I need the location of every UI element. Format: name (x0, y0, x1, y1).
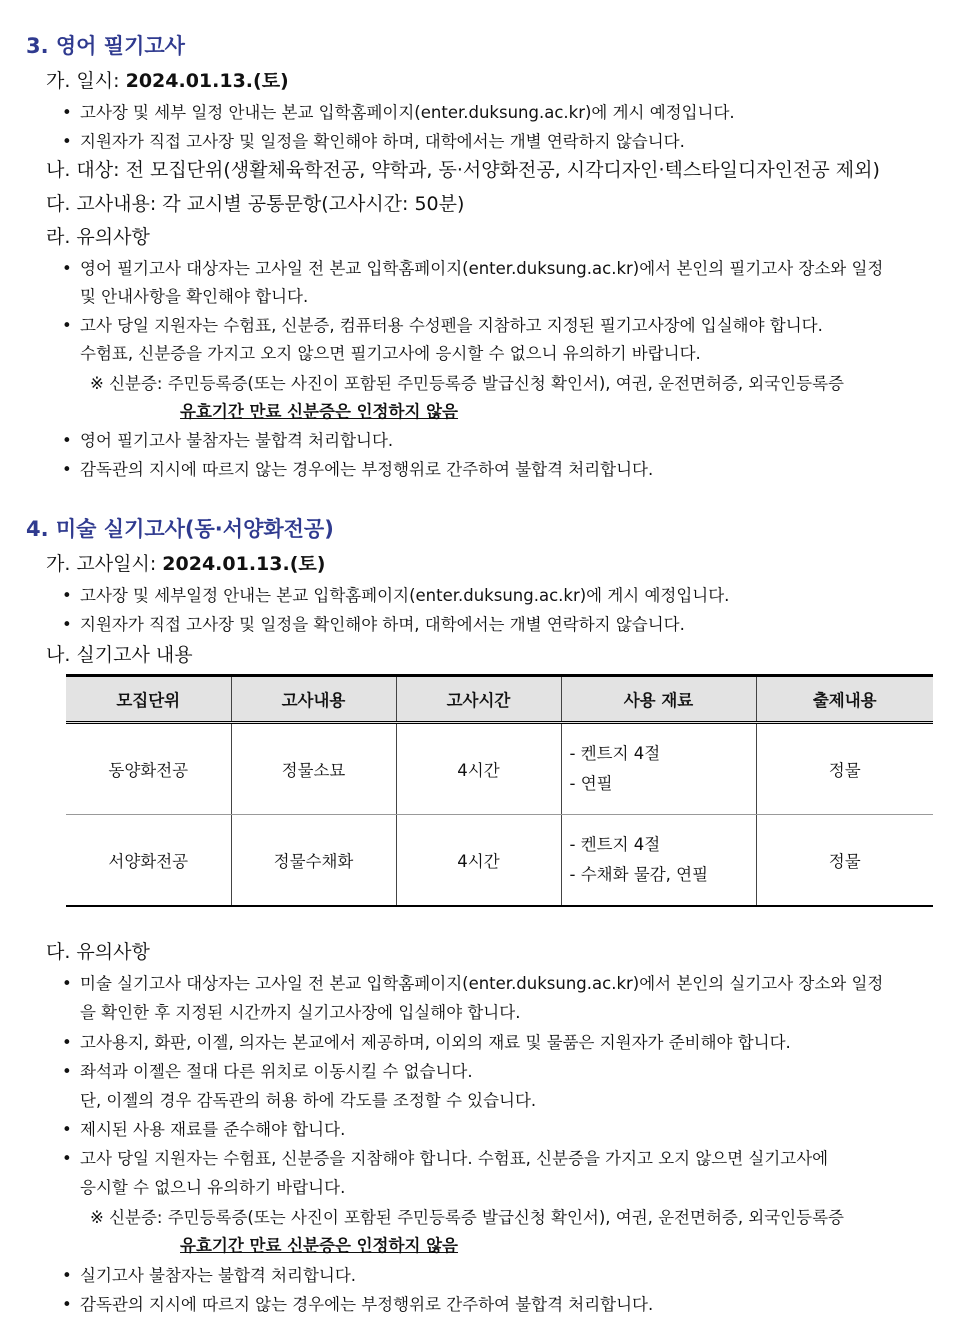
s4-notes-heading: 다. 유의사항 (46, 941, 150, 963)
list-item-text: 고사장 및 세부일정 안내는 본교 입학홈페이지(enter.duksung.ac.kr)에 게시 예정입니다. (80, 586, 730, 605)
table-header-row (66, 676, 933, 723)
s3-content-line: 다. 고사내용: 각 교시별 공통문항(고사시간: 50분) (46, 193, 465, 215)
list-item: • 고사장 및 세부일정 안내는 본교 입학홈페이지(enter.duksung.ac.kr)에 게시 예정입니다. (62, 586, 730, 605)
s4-exam-content-heading: 나. 실기고사 내용 (46, 644, 193, 666)
material-item: - 켄트지 4절 (569, 835, 661, 854)
list-item-text: 감독관의 지시에 따르지 않는 경우에는 부정행위로 간주하여 불합격 처리합니다. (80, 460, 654, 479)
unit-cell: 서양화전공 (66, 815, 231, 907)
s4-date-label: 가. 고사일시: (46, 553, 163, 575)
content-cell: 정물수채화 (231, 815, 396, 907)
s3-date-label: 가. 일시: (46, 70, 126, 92)
list-item: • 제시된 사용 재료를 준수해야 합니다. (62, 1120, 346, 1139)
list-item: • 좌석과 이젤은 절대 다른 위치로 이동시킬 수 없습니다. (62, 1062, 473, 1081)
list-item-text: 고사용지, 화판, 이젤, 의자는 본교에서 제공하며, 이외의 재료 및 물품은 지원자가 준비해야 합니다. (80, 1033, 791, 1052)
list-item: • 지원자가 직접 고사장 및 일정을 확인해야 하며, 대학에서는 개별 연락하지 않습니다. (62, 615, 685, 634)
list-item-text: 제시된 사용 재료를 준수해야 합니다. (80, 1120, 346, 1139)
table-header-cell: 고사내용 (231, 676, 396, 723)
s3-target-line: 나. 대상: 전 모집단위(생활체육학전공, 약학과, 동·서양화전공, 시각디자인·텍스타일디자인전공 제외) (46, 159, 880, 181)
list-item-text: 고사장 및 세부 일정 안내는 본교 입학홈페이지(enter.duksung.ac.kr)에 게시 예정입니다. (80, 103, 735, 122)
table-row (66, 815, 933, 907)
list-item-text: 고사 당일 지원자는 수험표, 신분증을 지참해야 합니다. 수험표, 신분증을 가지고 오지 않으면 실기고사에 (80, 1149, 829, 1168)
list-item: • 지원자가 직접 고사장 및 일정을 확인해야 하며, 대학에서는 개별 연락하지 않습니다. (62, 132, 685, 151)
list-item: • 감독관의 지시에 따르지 않는 경우에는 부정행위로 간주하여 불합격 처리합니다. (62, 460, 654, 479)
list-item-text: 감독관의 지시에 따르지 않는 경우에는 부정행위로 간주하여 불합격 처리합니다. (80, 1295, 654, 1314)
topic-cell: 정물 (756, 723, 933, 815)
id-card-note: ※ 신분증: 주민등록증(또는 사진이 포함된 주민등록증 발급신청 확인서), 여권, 운전면허증, 외국인등록증 (90, 1208, 844, 1227)
list-item: • 고사 당일 지원자는 수험표, 신분증을 지참해야 합니다. 수험표, 신분증을 가지고 오지 않으면 실기고사에 (62, 1149, 829, 1168)
list-item-continuation: 및 안내사항을 확인해야 합니다. (80, 287, 309, 306)
content-cell: 정물소묘 (231, 723, 396, 815)
list-item: • 고사용지, 화판, 이젤, 의자는 본교에서 제공하며, 이외의 재료 및 물품은 지원자가 준비해야 합니다. (62, 1033, 791, 1052)
list-item: • 고사 당일 지원자는 수험표, 신분증, 컴퓨터용 수성펜을 지참하고 지정된 필기고사장에 입실해야 합니다. (62, 316, 823, 335)
table-header-cell: 사용 재료 (561, 676, 756, 723)
list-item-text: 좌석과 이젤은 절대 다른 위치로 이동시킬 수 없습니다. (80, 1062, 473, 1081)
list-item-continuation: 수험표, 신분증을 가지고 오지 않으면 필기고사에 응시할 수 없으니 유의하기 바랍니다. (80, 344, 701, 363)
list-item: • 미술 실기고사 대상자는 고사일 전 본교 입학홈페이지(enter.duksung.ac.kr)에서 본인의 실기고사 장소와 일정 (62, 974, 884, 993)
list-item-text: 영어 필기고사 대상자는 고사일 전 본교 입학홈페이지(enter.duksung.ac.kr)에서 본인의 필기고사 장소와 일정 (80, 259, 884, 278)
topic-cell: 정물 (756, 815, 933, 907)
list-item-text: 지원자가 직접 고사장 및 일정을 확인해야 하며, 대학에서는 개별 연락하지 않습니다. (80, 132, 685, 151)
time-cell: 4시간 (396, 723, 561, 815)
time-cell: 4시간 (396, 815, 561, 907)
materials-cell (561, 815, 756, 907)
id-card-note: ※ 신분증: 주민등록증(또는 사진이 포함된 주민등록증 발급신청 확인서), 여권, 운전면허증, 외국인등록증 (90, 374, 844, 393)
list-item-text: 지원자가 직접 고사장 및 일정을 확인해야 하며, 대학에서는 개별 연락하지 않습니다. (80, 615, 685, 634)
exam-table (66, 674, 933, 907)
table-header-cell: 고사시간 (396, 676, 561, 723)
list-item: • 실기고사 불참자는 불합격 처리합니다. (62, 1266, 357, 1285)
list-item-text: 실기고사 불참자는 불합격 처리합니다. (80, 1266, 357, 1285)
material-item: - 수채화 물감, 연필 (569, 865, 709, 884)
material-item: - 연필 (569, 774, 613, 793)
list-item-continuation: 단, 이젤의 경우 감독관의 허용 하에 각도를 조정할 수 있습니다. (80, 1091, 537, 1110)
s3-date-value: 2024.01.13.(토) (125, 70, 289, 92)
list-item: • 영어 필기고사 불참자는 불합격 처리합니다. (62, 431, 394, 450)
s4-date-line (46, 549, 325, 576)
list-item: • 감독관의 지시에 따르지 않는 경우에는 부정행위로 간주하여 불합격 처리합니다. (62, 1295, 654, 1314)
list-item-text: 미술 실기고사 대상자는 고사일 전 본교 입학홈페이지(enter.duksung.ac.kr)에서 본인의 실기고사 장소와 일정 (80, 974, 884, 993)
s3-notes-heading: 라. 유의사항 (46, 226, 150, 248)
table-header-cell: 출제내용 (756, 676, 933, 723)
s4-date-value: 2024.01.13.(토) (162, 553, 326, 575)
list-item-text: 고사 당일 지원자는 수험표, 신분증, 컴퓨터용 수성펜을 지참하고 지정된 필기고사장에 입실해야 합니다. (80, 316, 823, 335)
materials-cell (561, 723, 756, 815)
list-item-text: 영어 필기고사 불참자는 불합격 처리합니다. (80, 431, 394, 450)
table-header-cell: 모집단위 (66, 676, 231, 723)
id-card-warning: 유효기간 만료 신분증은 인정하지 않음 (180, 402, 459, 421)
table-row (66, 723, 933, 815)
s3-date-line (46, 66, 289, 93)
list-item: • 고사장 및 세부 일정 안내는 본교 입학홈페이지(enter.duksung.ac.kr)에 게시 예정입니다. (62, 103, 735, 122)
id-card-warning: 유효기간 만료 신분증은 인정하지 않음 (180, 1236, 459, 1255)
list-item-continuation: 을 확인한 후 지정된 시간까지 실기고사장에 입실해야 합니다. (80, 1003, 521, 1022)
list-item: • 영어 필기고사 대상자는 고사일 전 본교 입학홈페이지(enter.duksung.ac.kr)에서 본인의 필기고사 장소와 일정 (62, 259, 884, 278)
material-item: - 켄트지 4절 (569, 744, 661, 763)
unit-cell: 동양화전공 (66, 723, 231, 815)
list-item-continuation: 응시할 수 없으니 유의하기 바랍니다. (80, 1178, 346, 1197)
section-4-title: 4. 미술 실기고사(동·서양화전공) (26, 517, 334, 541)
section-3-title: 3. 영어 필기고사 (26, 34, 185, 58)
